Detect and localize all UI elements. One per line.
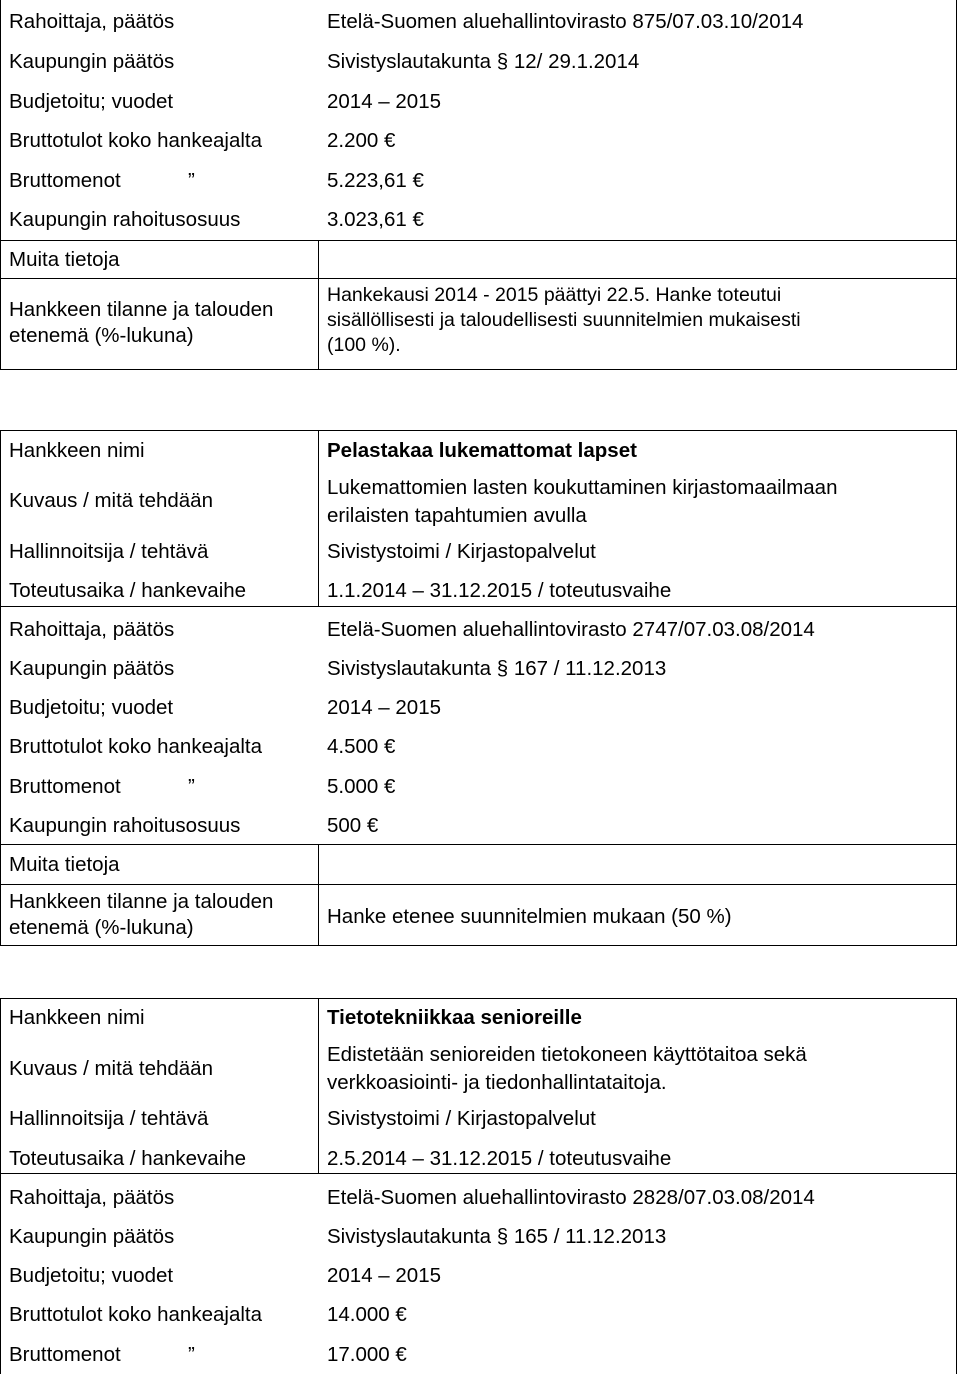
gross-expenses-label: Bruttomenot [9,169,121,192]
column-divider [318,430,319,607]
gross-income-label: Bruttotulot koko hankeajalta [9,129,262,152]
status-label-line-1: Hankkeen tilanne ja talouden [9,298,274,321]
city-share-value: 3.023,61 € [327,208,424,231]
table-border-right [956,0,957,370]
description-value [327,474,837,530]
status-label-line-2: etenemä (%-lukuna) [9,916,194,939]
city-decision-value: Sivistyslautakunta § 167 / 11.12.2013 [327,657,667,680]
column-divider [318,240,319,370]
gross-expenses-label: Bruttomenot [9,775,121,798]
row-divider [0,240,957,241]
budget-years-value: 2014 – 2015 [327,696,442,719]
administrator-value: Sivistystoimi / Kirjastopalvelut [327,540,596,563]
ditto-mark: ” [188,775,195,798]
city-decision-label: Kaupungin päätös [9,50,175,73]
status-label [9,889,273,941]
timeframe-label: Toteutusaika / hankevaihe [9,1147,247,1170]
gross-income-value: 4.500 € [327,735,396,758]
status-value-line-3: (100 %). [327,334,401,356]
table-border-bottom [0,369,957,370]
administrator-value: Sivistystoimi / Kirjastopalvelut [327,1107,596,1130]
budget-years-label: Budjetoitu; vuodet [9,1264,174,1287]
budget-years-value: 2014 – 2015 [327,90,442,113]
row-divider [0,606,957,607]
project-name-label: Hankkeen nimi [9,1006,145,1029]
funder-label: Rahoittaja, päätös [9,618,175,641]
table-border-left [0,430,1,946]
status-label-line-1: Hankkeen tilanne ja talouden [9,890,274,913]
gross-income-label: Bruttotulot koko hankeajalta [9,1303,262,1326]
table-border-top [0,998,957,999]
funder-value: Etelä-Suomen aluehallintovirasto 2828/07.03.08/2014 [327,1186,815,1209]
status-value-line-2: sisällöllisesti ja taloudellisesti suunnitelmien mukaisesti [327,309,801,331]
table-border-right [956,998,957,1374]
other-info-label: Muita tietoja [9,853,120,876]
status-label [9,297,273,349]
table-border-left [0,0,1,370]
gross-expenses-label: Bruttomenot [9,1343,121,1366]
row-divider [0,1173,957,1174]
administrator-label: Hallinnoitsija / tehtävä [9,540,209,563]
description-label: Kuvaus / mitä tehdään [9,489,213,512]
ditto-mark: ” [188,1343,195,1366]
description-value [327,1041,807,1097]
gross-expenses-value: 5.223,61 € [327,169,424,192]
column-divider [318,844,319,946]
funder-label: Rahoittaja, päätös [9,1186,175,1209]
funder-value: Etelä-Suomen aluehallintovirasto 875/07.03.10/2014 [327,10,804,33]
budget-years-value: 2014 – 2015 [327,1264,442,1287]
status-value-line-1: Hankekausi 2014 - 2015 päättyi 22.5. Hanke toteutui [327,284,782,306]
city-decision-value: Sivistyslautakunta § 165 / 11.12.2013 [327,1225,667,1248]
gross-income-label: Bruttotulot koko hankeajalta [9,735,262,758]
description-line-1: Edistetään senioreiden tietokoneen käyttötaitoa sekä [327,1043,807,1066]
table-border-left [0,998,1,1374]
gross-expenses-value: 17.000 € [327,1343,407,1366]
column-divider [318,998,319,1174]
table-border-right [956,430,957,946]
row-divider [0,844,957,845]
gross-expenses-value: 5.000 € [327,775,396,798]
city-decision-label: Kaupungin päätös [9,657,175,680]
city-decision-label: Kaupungin päätös [9,1225,175,1248]
project-table-1 [0,0,960,370]
ditto-mark: ” [188,169,195,192]
budget-years-label: Budjetoitu; vuodet [9,90,174,113]
description-label: Kuvaus / mitä tehdään [9,1057,213,1080]
administrator-label: Hallinnoitsija / tehtävä [9,1107,209,1130]
funder-value: Etelä-Suomen aluehallintovirasto 2747/07.03.08/2014 [327,618,815,641]
city-share-label: Kaupungin rahoitusosuus [9,208,241,231]
description-line-1: Lukemattomien lasten koukuttaminen kirjastomaailmaan [327,476,838,499]
timeframe-value: 2.5.2014 – 31.12.2015 / toteutusvaihe [327,1147,672,1170]
timeframe-value: 1.1.2014 – 31.12.2015 / toteutusvaihe [327,579,672,602]
gross-income-value: 2.200 € [327,129,396,152]
row-divider [0,884,957,885]
budget-years-label: Budjetoitu; vuodet [9,696,174,719]
project-table-2 [0,430,960,946]
timeframe-label: Toteutusaika / hankevaihe [9,579,247,602]
city-share-value: 500 € [327,814,379,837]
status-value [327,283,801,358]
gross-income-value: 14.000 € [327,1303,407,1326]
status-label-line-2: etenemä (%-lukuna) [9,324,194,347]
description-line-2: erilaisten tapahtumien avulla [327,504,587,527]
table-border-bottom [0,945,957,946]
project-name-value: Tietotekniikkaa senioreille [327,1006,582,1029]
city-decision-value: Sivistyslautakunta § 12/ 29.1.2014 [327,50,640,73]
city-share-label: Kaupungin rahoitusosuus [9,814,241,837]
project-name-label: Hankkeen nimi [9,439,145,462]
project-name-value: Pelastakaa lukemattomat lapset [327,439,637,462]
other-info-label: Muita tietoja [9,248,120,271]
funder-label: Rahoittaja, päätös [9,10,175,33]
row-divider [0,278,957,279]
status-value: Hanke etenee suunnitelmien mukaan (50 %) [327,905,732,928]
description-line-2: verkkoasiointi- ja tiedonhallintataitoja. [327,1071,667,1094]
project-table-3 [0,998,960,1374]
table-border-top [0,430,957,431]
